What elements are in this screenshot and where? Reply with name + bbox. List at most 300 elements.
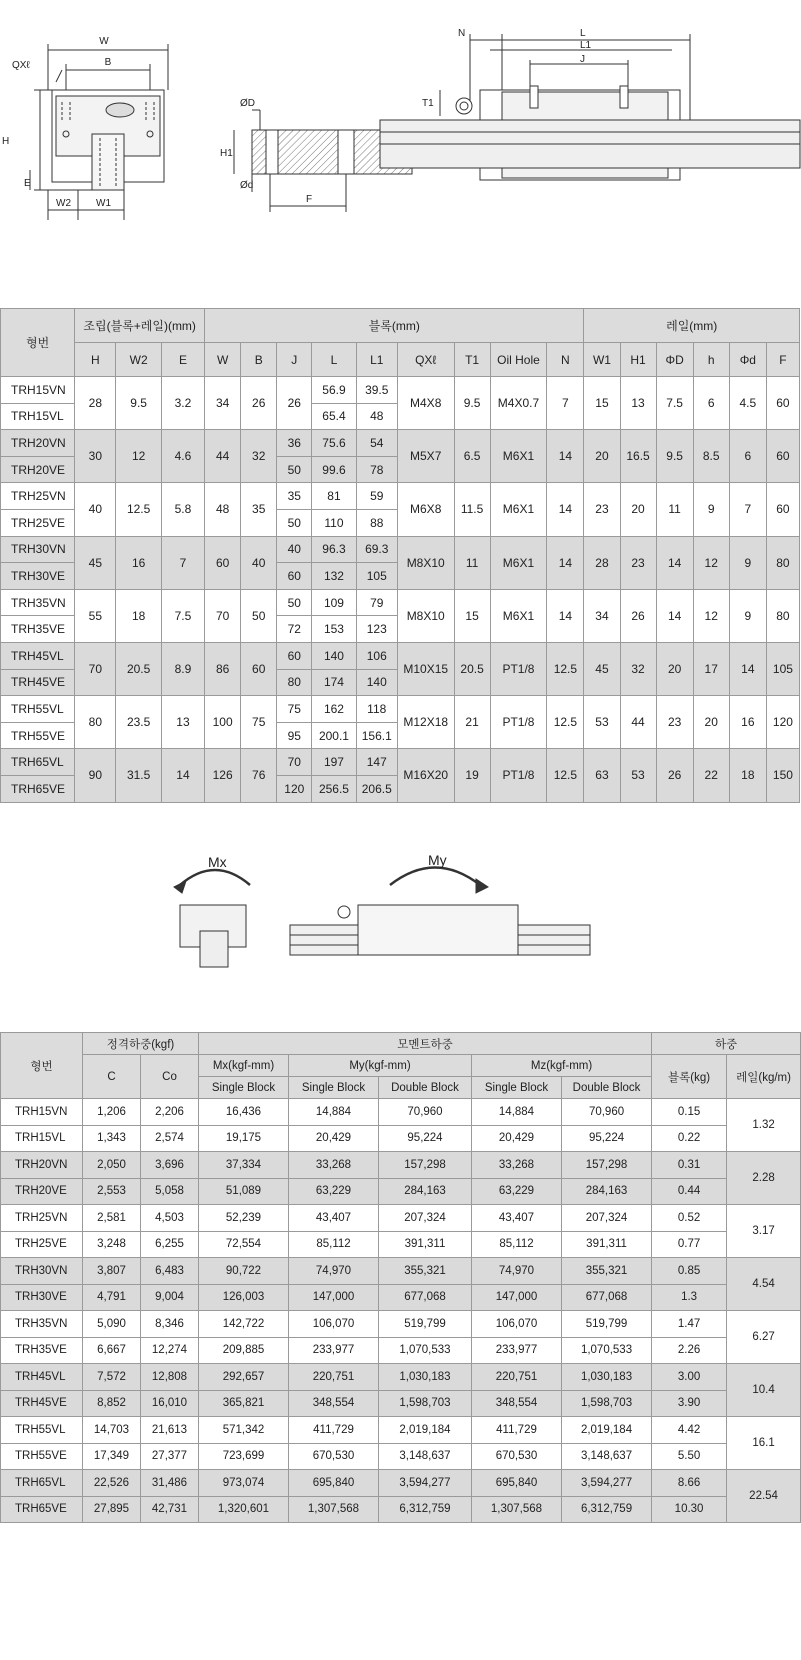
table-cell: TRH35VE (1, 616, 75, 643)
table-cell: 20 (656, 642, 693, 695)
table-cell: 207,324 (379, 1205, 472, 1232)
table-cell: 75 (277, 696, 312, 723)
table-cell: TRH15VL (1, 1125, 83, 1152)
table-cell: 48 (356, 403, 397, 430)
table-cell: 16,010 (141, 1390, 199, 1417)
table-cell: TRH15VN (1, 377, 75, 404)
t1-header-model: 형번 (1, 309, 75, 377)
table-cell: 1,206 (83, 1099, 141, 1126)
table-cell: 85,112 (472, 1231, 562, 1258)
table-cell: 5.50 (652, 1443, 727, 1470)
table-cell: 120 (766, 696, 799, 749)
table-cell: 9.5 (116, 377, 161, 430)
table-cell: 106 (356, 642, 397, 669)
table-cell: 59 (356, 483, 397, 510)
table-cell: 2,574 (141, 1125, 199, 1152)
table-cell: 53 (584, 696, 620, 749)
table-cell: 26 (277, 377, 312, 430)
table-cell: 12.5 (547, 696, 584, 749)
table-row (1, 1178, 801, 1205)
table-cell: 56.9 (312, 377, 356, 404)
table-cell: 2,206 (141, 1099, 199, 1126)
table-cell: 27,895 (83, 1496, 141, 1523)
table-cell: 12.5 (547, 749, 584, 802)
table-cell: 120 (277, 775, 312, 802)
table-cell: 12,274 (141, 1337, 199, 1364)
table-cell: 60 (766, 430, 799, 483)
table-cell: 2.26 (652, 1337, 727, 1364)
table-cell: 90 (75, 749, 116, 802)
table-cell: 9 (729, 589, 766, 642)
table-cell: 35 (277, 483, 312, 510)
table-cell: 53 (620, 749, 656, 802)
table-cell: 1,307,568 (289, 1496, 379, 1523)
table-cell: 207,324 (562, 1205, 652, 1232)
table-cell: 3,696 (141, 1152, 199, 1179)
table-cell: TRH20VN (1, 1152, 83, 1179)
t1-col-header: H (75, 343, 116, 377)
table-cell: TRH45VL (1, 642, 75, 669)
table-cell: 16 (116, 536, 161, 589)
table-cell: 75 (241, 696, 277, 749)
table-cell: 6,312,759 (379, 1496, 472, 1523)
table-cell: 14 (161, 749, 204, 802)
table-cell: 142,722 (199, 1311, 289, 1338)
table-row (1, 1284, 801, 1311)
table-row (1, 1470, 801, 1497)
table-cell: 3.90 (652, 1390, 727, 1417)
table-cell: 28 (75, 377, 116, 430)
table-cell: 15 (454, 589, 490, 642)
table-cell: 20,429 (289, 1125, 379, 1152)
table-cell: 63,229 (472, 1178, 562, 1205)
table-cell: 23.5 (116, 696, 161, 749)
table-cell: 2,019,184 (562, 1417, 652, 1444)
table-cell: 3.2 (161, 377, 204, 430)
table-cell: 60 (277, 642, 312, 669)
table-cell: M8X10 (397, 536, 454, 589)
table-cell: 80 (277, 669, 312, 696)
t1-col-header: F (766, 343, 799, 377)
table-cell: 3,148,637 (562, 1443, 652, 1470)
table-cell: 100 (205, 696, 241, 749)
table-cell: 292,657 (199, 1364, 289, 1391)
table-row (1, 1496, 801, 1523)
table-cell: TRH35VN (1, 589, 75, 616)
table-cell: 197 (312, 749, 356, 776)
table-cell: TRH30VN (1, 1258, 83, 1285)
table-cell: 4.5 (729, 377, 766, 430)
table-cell: 12 (693, 536, 729, 589)
table-cell: M6X8 (397, 483, 454, 536)
table-cell: 0.85 (652, 1258, 727, 1285)
t2-header-load: 하중 (652, 1033, 801, 1055)
table-cell: TRH35VN (1, 1311, 83, 1338)
table-cell: 150 (766, 749, 799, 802)
t2-header-single: Single Block (199, 1077, 289, 1099)
table-cell: 8.9 (161, 642, 204, 695)
table-cell: 9 (729, 536, 766, 589)
table-cell: 74,970 (472, 1258, 562, 1285)
table-cell: 677,068 (562, 1284, 652, 1311)
table-cell: TRH55VE (1, 722, 75, 749)
table-cell: 70,960 (562, 1099, 652, 1126)
table-cell: 23 (584, 483, 620, 536)
table-row (1, 1443, 801, 1470)
table-cell: 3,594,277 (379, 1470, 472, 1497)
table-cell: 200.1 (312, 722, 356, 749)
table-cell: 43,407 (472, 1205, 562, 1232)
t2-header-rated: 정격하중(kgf) (83, 1033, 199, 1055)
table-cell: 26 (620, 589, 656, 642)
table-cell: 45 (584, 642, 620, 695)
rail-weight-cell: 6.27 (727, 1311, 801, 1364)
table-row (1, 1364, 801, 1391)
table-cell: TRH30VE (1, 563, 75, 590)
table-cell: 37,334 (199, 1152, 289, 1179)
table-cell: TRH15VN (1, 1099, 83, 1126)
rail-weight-cell: 16.1 (727, 1417, 801, 1470)
t2-header-single: Single Block (472, 1077, 562, 1099)
table-cell: 12.5 (116, 483, 161, 536)
table-cell: 2,581 (83, 1205, 141, 1232)
table-cell: 1,343 (83, 1125, 141, 1152)
table-cell: 1,598,703 (562, 1390, 652, 1417)
table-cell: 65.4 (312, 403, 356, 430)
table-cell: 6,483 (141, 1258, 199, 1285)
t1-col-header: QXℓ (397, 343, 454, 377)
rail-weight-cell: 4.54 (727, 1258, 801, 1311)
table-cell: 284,163 (562, 1178, 652, 1205)
table-cell: PT1/8 (490, 749, 547, 802)
table-cell: 63,229 (289, 1178, 379, 1205)
table-cell: 17,349 (83, 1443, 141, 1470)
table-cell: TRH20VE (1, 456, 75, 483)
table-cell: 22 (693, 749, 729, 802)
t1-header-block: 블록(mm) (205, 309, 584, 343)
table-cell: 31.5 (116, 749, 161, 802)
table-cell: 70 (205, 589, 241, 642)
dim-e: E (24, 178, 31, 189)
table-cell: 147,000 (472, 1284, 562, 1311)
t2-header-mz: Mz(kgf-mm) (472, 1055, 652, 1077)
table-cell: 9.5 (454, 377, 490, 430)
table-cell: 85,112 (289, 1231, 379, 1258)
t1-col-header: N (547, 343, 584, 377)
t2-header-co: Co (141, 1055, 199, 1099)
table-cell: 670,530 (289, 1443, 379, 1470)
table-cell: 8.66 (652, 1470, 727, 1497)
table-cell: M6X1 (490, 430, 547, 483)
table-cell: 15 (584, 377, 620, 430)
table-cell: 105 (766, 642, 799, 695)
table-cell: TRH25VN (1, 483, 75, 510)
table-cell: 519,799 (379, 1311, 472, 1338)
t1-col-header: L (312, 343, 356, 377)
dim-t1: T1 (422, 98, 434, 109)
table-cell: 6 (729, 430, 766, 483)
table-cell: 2,553 (83, 1178, 141, 1205)
table-cell: 4.42 (652, 1417, 727, 1444)
table-cell: 60 (766, 377, 799, 430)
table-cell: 36 (277, 430, 312, 457)
front-view-drawing (0, 30, 200, 209)
table-cell: 6.5 (454, 430, 490, 483)
dim-l: L (580, 28, 586, 39)
table-cell: 14,884 (472, 1099, 562, 1126)
table-cell: 95,224 (379, 1125, 472, 1152)
table-cell: 55 (75, 589, 116, 642)
table-cell: 4,791 (83, 1284, 141, 1311)
table-cell: 5.8 (161, 483, 204, 536)
table-cell: 19 (454, 749, 490, 802)
table-row (1, 1231, 801, 1258)
table-cell: 206.5 (356, 775, 397, 802)
table-cell: 79 (356, 589, 397, 616)
t1-col-header: Φd (729, 343, 766, 377)
table-cell: 16,436 (199, 1099, 289, 1126)
table-cell: 50 (277, 509, 312, 536)
table-cell: 411,729 (289, 1417, 379, 1444)
t2-header-block: 블록(kg) (652, 1055, 727, 1099)
table-cell: 60 (277, 563, 312, 590)
table-cell: 220,751 (472, 1364, 562, 1391)
table-cell: 0.52 (652, 1205, 727, 1232)
table-cell: 174 (312, 669, 356, 696)
table-cell: 75.6 (312, 430, 356, 457)
t1-col-header: E (161, 343, 204, 377)
table-cell: 2,019,184 (379, 1417, 472, 1444)
load-table (0, 1032, 801, 1523)
rail-weight-cell: 3.17 (727, 1205, 801, 1258)
table-cell: 106,070 (289, 1311, 379, 1338)
table-cell: 60 (766, 483, 799, 536)
t2-header-moment: 모멘트하중 (199, 1033, 652, 1055)
table-cell: 31,486 (141, 1470, 199, 1497)
table-cell: 86 (205, 642, 241, 695)
table-cell: 284,163 (379, 1178, 472, 1205)
table-cell: 81 (312, 483, 356, 510)
table-cell: 365,821 (199, 1390, 289, 1417)
rail-weight-cell: 1.32 (727, 1099, 801, 1152)
table-cell: M4X8 (397, 377, 454, 430)
table-cell: 14,703 (83, 1417, 141, 1444)
table-cell: 70,960 (379, 1099, 472, 1126)
table-cell: M6X1 (490, 589, 547, 642)
table-cell: 12,808 (141, 1364, 199, 1391)
table-cell: 9 (693, 483, 729, 536)
table-row (1, 536, 800, 563)
table-cell: 50 (241, 589, 277, 642)
table-cell: 33,268 (472, 1152, 562, 1179)
dim-w2: W2 (56, 198, 71, 209)
table-cell: TRH65VL (1, 1470, 83, 1497)
table-cell: 20.5 (454, 642, 490, 695)
table-cell: 233,977 (472, 1337, 562, 1364)
dimension-table (0, 308, 800, 803)
table-cell: 45 (75, 536, 116, 589)
table-cell: 156.1 (356, 722, 397, 749)
table-cell: 34 (205, 377, 241, 430)
table-row (1, 1417, 801, 1444)
table-row (1, 1390, 801, 1417)
t1-col-header: W (205, 343, 241, 377)
table-cell: 51,089 (199, 1178, 289, 1205)
table-cell: 18 (116, 589, 161, 642)
table-cell: 1.47 (652, 1311, 727, 1338)
table-cell: 3.00 (652, 1364, 727, 1391)
table-cell: 72,554 (199, 1231, 289, 1258)
table-cell: 11.5 (454, 483, 490, 536)
table-row (1, 1205, 801, 1232)
table-cell: 26 (656, 749, 693, 802)
table-cell: TRH25VE (1, 1231, 83, 1258)
table-cell: 147 (356, 749, 397, 776)
table-cell: 23 (620, 536, 656, 589)
table-cell: M5X7 (397, 430, 454, 483)
dim-l1: L1 (580, 40, 592, 51)
table-row (1, 642, 800, 669)
table-cell: 7 (161, 536, 204, 589)
rail-weight-cell: 10.4 (727, 1364, 801, 1417)
rail-weight-cell: 2.28 (727, 1152, 801, 1205)
table-cell: TRH65VE (1, 775, 75, 802)
table-cell: TRH65VL (1, 749, 75, 776)
table-cell: TRH30VN (1, 536, 75, 563)
table-cell: 106,070 (472, 1311, 562, 1338)
t1-col-header: H1 (620, 343, 656, 377)
table-cell: 105 (356, 563, 397, 590)
dim-n: N (458, 28, 466, 39)
table-cell: 3,594,277 (562, 1470, 652, 1497)
table-cell: 8,852 (83, 1390, 141, 1417)
table-cell: 20,429 (472, 1125, 562, 1152)
table-cell: 18 (729, 749, 766, 802)
table-row (1, 483, 800, 510)
table-cell: 220,751 (289, 1364, 379, 1391)
table-cell: 90,722 (199, 1258, 289, 1285)
table-cell: 140 (356, 669, 397, 696)
table-cell: 35 (241, 483, 277, 536)
t1-col-header: W2 (116, 343, 161, 377)
table-cell: 1,030,183 (379, 1364, 472, 1391)
table-cell: 95 (277, 722, 312, 749)
table-cell: 20 (620, 483, 656, 536)
table-cell: 16.5 (620, 430, 656, 483)
table-cell: 140 (312, 642, 356, 669)
table-cell: 0.44 (652, 1178, 727, 1205)
t1-col-header: T1 (454, 343, 490, 377)
table-cell: 8.5 (693, 430, 729, 483)
table-cell: 99.6 (312, 456, 356, 483)
table-cell: 6,667 (83, 1337, 141, 1364)
table-row (1, 1125, 801, 1152)
table-cell: 19,175 (199, 1125, 289, 1152)
table-cell: TRH45VE (1, 1390, 83, 1417)
table-cell: 1,070,533 (562, 1337, 652, 1364)
table-cell: 7,572 (83, 1364, 141, 1391)
table-cell: 3,807 (83, 1258, 141, 1285)
table-cell: 7 (547, 377, 584, 430)
table-cell: 11 (656, 483, 693, 536)
table-cell: 20.5 (116, 642, 161, 695)
table-cell: 17 (693, 642, 729, 695)
table-cell: 48 (205, 483, 241, 536)
table-cell: 1.3 (652, 1284, 727, 1311)
table-cell: 695,840 (289, 1470, 379, 1497)
table-cell: M10X15 (397, 642, 454, 695)
table-cell: 10.30 (652, 1496, 727, 1523)
table-cell: 256.5 (312, 775, 356, 802)
table-row (1, 589, 800, 616)
table-cell: 14 (547, 430, 584, 483)
table-cell: 157,298 (562, 1152, 652, 1179)
t2-header-c: C (83, 1055, 141, 1099)
moment-my-label: My (428, 852, 447, 868)
table-cell: M12X18 (397, 696, 454, 749)
moment-diagram (160, 845, 620, 975)
table-cell: 3,248 (83, 1231, 141, 1258)
table-cell: 44 (620, 696, 656, 749)
table-cell: 13 (161, 696, 204, 749)
table-cell: 1,030,183 (562, 1364, 652, 1391)
table-cell: 7.5 (656, 377, 693, 430)
table-cell: 28 (584, 536, 620, 589)
t1-col-header: h (693, 343, 729, 377)
table-cell: 6,312,759 (562, 1496, 652, 1523)
table-row (1, 1337, 801, 1364)
table-cell: 2,050 (83, 1152, 141, 1179)
t1-header-rail: 레일(mm) (584, 309, 800, 343)
table-cell: 42,731 (141, 1496, 199, 1523)
table-cell: 233,977 (289, 1337, 379, 1364)
t1-col-header: W1 (584, 343, 620, 377)
table-cell: 126 (205, 749, 241, 802)
table-cell: 132 (312, 563, 356, 590)
table-cell: 30 (75, 430, 116, 483)
table-cell: 147,000 (289, 1284, 379, 1311)
table-cell: 12 (116, 430, 161, 483)
table-cell: 60 (241, 642, 277, 695)
dim-od: ØD (240, 98, 255, 109)
table-cell: 22,526 (83, 1470, 141, 1497)
table-cell: 411,729 (472, 1417, 562, 1444)
t1-col-header: ΦD (656, 343, 693, 377)
table-cell: 4.6 (161, 430, 204, 483)
table-cell: 50 (277, 589, 312, 616)
table-cell: 76 (241, 749, 277, 802)
table-cell: M6X1 (490, 536, 547, 589)
table-cell: 39.5 (356, 377, 397, 404)
table-cell: 0.77 (652, 1231, 727, 1258)
table-cell: 519,799 (562, 1311, 652, 1338)
table-cell: 109 (312, 589, 356, 616)
table-cell: 355,321 (562, 1258, 652, 1285)
table-cell: 40 (75, 483, 116, 536)
dim-osd: Ød (240, 180, 254, 191)
table-cell: 14 (656, 589, 693, 642)
table-cell: 12 (693, 589, 729, 642)
table-cell: 50 (277, 456, 312, 483)
dim-h1: H1 (220, 148, 233, 159)
table-cell: 21 (454, 696, 490, 749)
t2-header-single: Single Block (289, 1077, 379, 1099)
table-cell: PT1/8 (490, 642, 547, 695)
t2-header-double: Double Block (379, 1077, 472, 1099)
table-cell: 96.3 (312, 536, 356, 563)
table-cell: 391,311 (562, 1231, 652, 1258)
table-cell: 78 (356, 456, 397, 483)
